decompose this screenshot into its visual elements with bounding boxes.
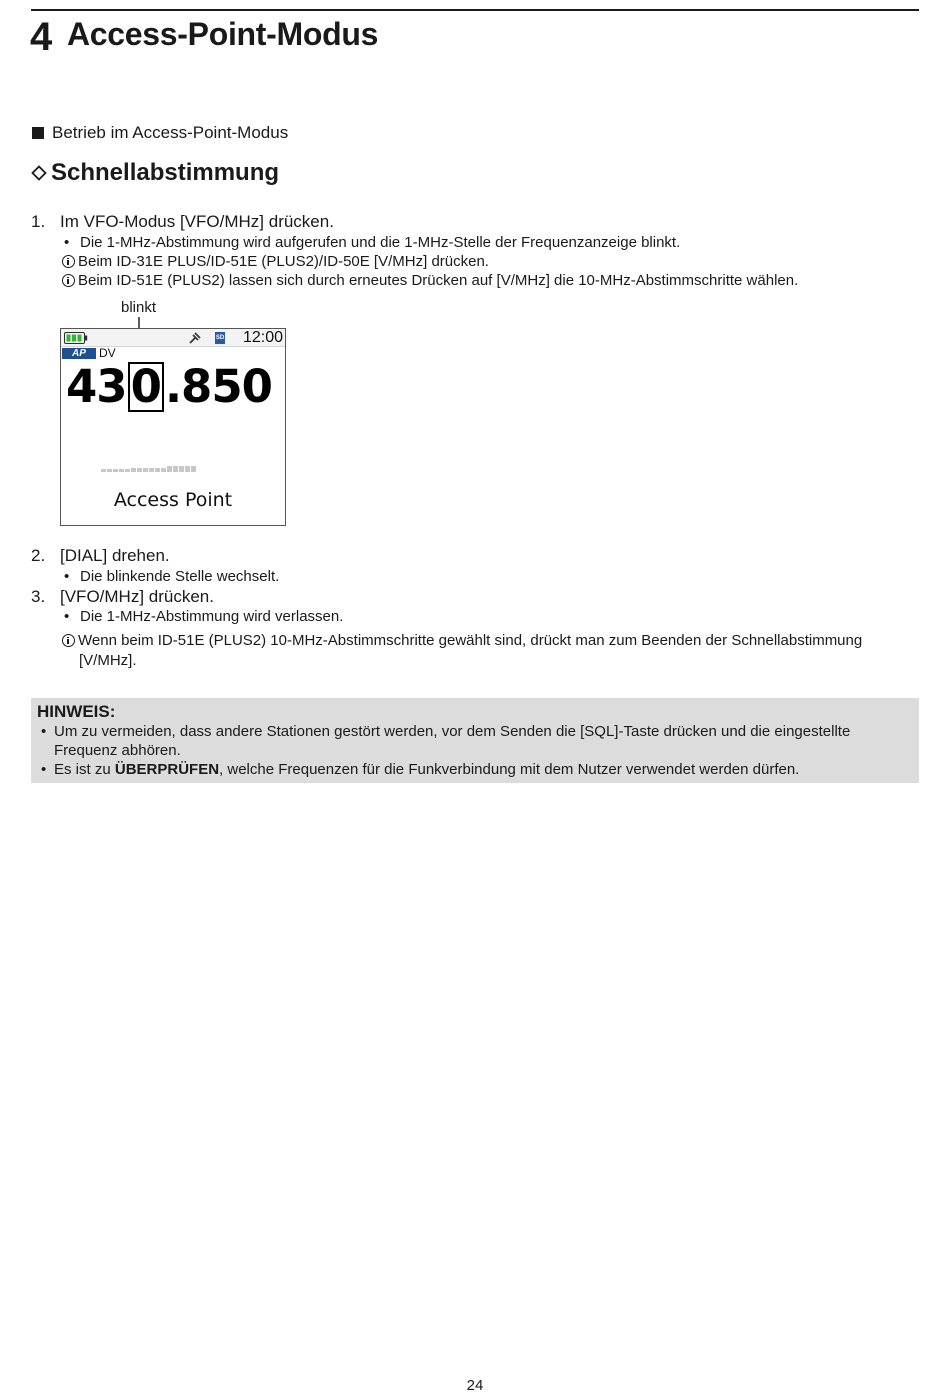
- step-text: [VFO/MHz] drücken.: [60, 587, 214, 606]
- info-item: [62, 271, 798, 290]
- chapter-number: 4: [30, 15, 53, 59]
- blinking-digit: 0: [128, 362, 164, 412]
- callout-label: blinkt: [121, 299, 157, 316]
- gps-icon: [189, 332, 201, 344]
- note-title: HINWEIS:: [37, 702, 116, 721]
- square-bullet-icon: [32, 127, 44, 139]
- note-bullet-continuation: Frequenz abhören.: [54, 742, 181, 759]
- step-3: [31, 586, 911, 608]
- note-bullet: [41, 722, 850, 741]
- note-bullet: [41, 760, 799, 779]
- frequency-prefix: 43: [66, 360, 127, 413]
- step-number: 2.: [31, 546, 46, 565]
- bullet-dot-icon: •: [41, 761, 47, 778]
- radio-display: [60, 328, 286, 526]
- bullet-item: [64, 233, 680, 252]
- sd-card-icon: SD: [215, 332, 225, 344]
- frequency-suffix: .850: [164, 360, 272, 413]
- bullet-item: [64, 607, 343, 626]
- bullet-dot-icon: •: [41, 723, 47, 740]
- info-icon: [62, 634, 75, 647]
- step-2: [31, 545, 911, 567]
- note-bullet-text: Um zu vermeiden, dass andere Stationen gestört werden, vor dem Senden die [SQL]-Taste drücken und die eingestellte: [54, 723, 851, 740]
- header-rule: [31, 9, 919, 11]
- note-bullet-text: Es ist zu: [54, 761, 115, 778]
- step-1: [31, 211, 911, 233]
- signal-meter-icon: [101, 463, 201, 475]
- info-text: Beim ID-51E (PLUS2) lassen sich durch erneutes Drücken auf [V/MHz] die 10-MHz-Abstimmschritte wählen.: [78, 272, 799, 289]
- note-emphasis: ÜBERPRÜFEN: [114, 761, 220, 778]
- info-item: [62, 631, 862, 650]
- note-bullet-text: , welche Frequenzen für die Funkverbindung mit dem Nutzer verwendet werden dürfen.: [219, 761, 800, 778]
- info-icon: [62, 255, 75, 268]
- section-heading: [31, 122, 288, 144]
- bullet-dot-icon: •: [64, 234, 70, 251]
- step-number: 3.: [31, 587, 46, 606]
- page-number: 24: [466, 1377, 484, 1394]
- info-icon: [62, 274, 75, 287]
- chapter-title: Access-Point-Modus: [67, 16, 379, 52]
- ap-badge: AP: [62, 348, 96, 359]
- section-heading-text: Betrieb im Access-Point-Modus: [52, 123, 289, 142]
- subsection-heading: [31, 158, 279, 188]
- subsection-heading-text: Schnellabstimmung: [51, 159, 280, 186]
- info-item-continuation: [V/MHz].: [79, 652, 137, 669]
- screen-caption: Access Point: [113, 489, 233, 511]
- clock-time: 12:00: [243, 329, 284, 346]
- bullet-item: [64, 567, 279, 586]
- bullet-dot-icon: •: [64, 608, 70, 625]
- frequency-display: [66, 359, 272, 415]
- info-item: [62, 252, 489, 271]
- mode-label: DV: [99, 346, 116, 360]
- battery-icon: [64, 332, 88, 344]
- bullet-text: Die blinkende Stelle wechselt.: [80, 568, 280, 585]
- note-box: [31, 698, 919, 783]
- diamond-icon: [31, 165, 47, 181]
- step-number: 1.: [31, 212, 46, 231]
- step-text: [DIAL] drehen.: [60, 546, 170, 565]
- info-text: Beim ID-31E PLUS/ID-51E (PLUS2)/ID-50E [V/MHz] drücken.: [78, 253, 489, 270]
- bullet-text: Die 1-MHz-Abstimmung wird aufgerufen und die 1-MHz-Stelle der Frequenzanzeige blinkt.: [80, 234, 681, 251]
- info-text: Wenn beim ID-51E (PLUS2) 10-MHz-Abstimmschritte gewählt sind, drückt man zum Beenden der Schnellabstimmung: [78, 632, 863, 649]
- step-text: Im VFO-Modus [VFO/MHz] drücken.: [60, 212, 334, 231]
- bullet-text: Die 1-MHz-Abstimmung wird verlassen.: [80, 608, 344, 625]
- bullet-dot-icon: •: [64, 568, 70, 585]
